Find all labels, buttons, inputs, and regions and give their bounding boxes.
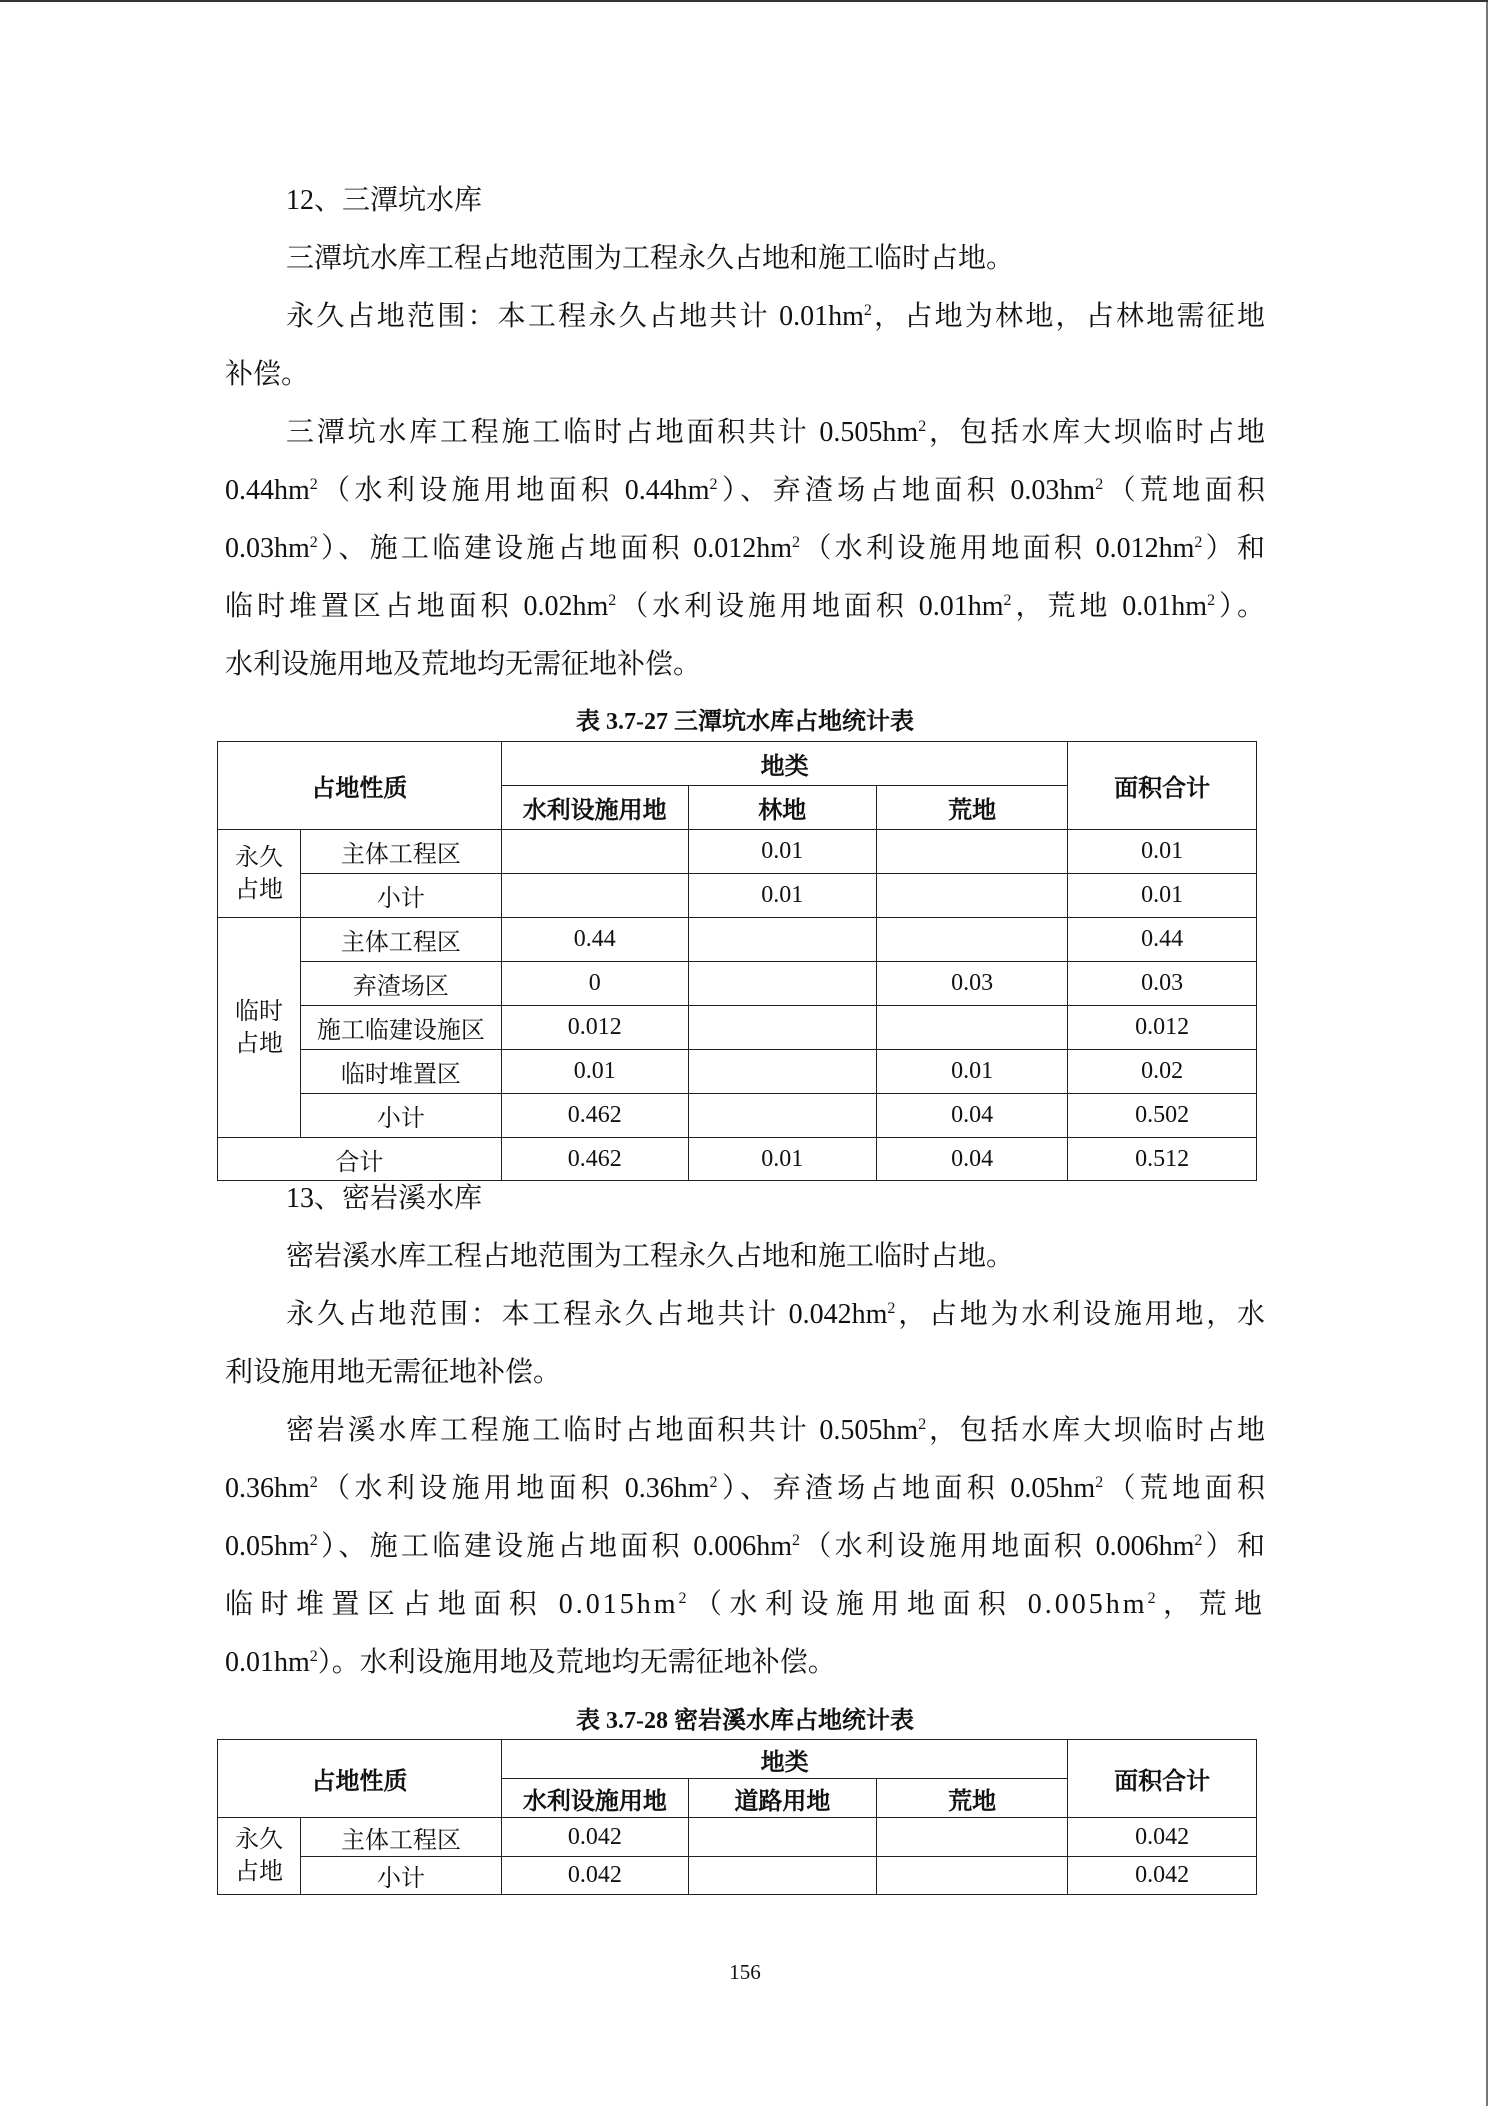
row-name: 临时堆置区 <box>300 1050 501 1094</box>
cell-total: 0.042 <box>1068 1857 1257 1895</box>
cell <box>501 830 688 874</box>
cell: 0.44 <box>501 918 688 962</box>
cell <box>688 1050 876 1094</box>
cell <box>688 1857 876 1895</box>
paragraph-line <box>225 520 1265 578</box>
paragraph <box>225 1228 1265 1286</box>
section-heading-12 <box>225 172 1265 230</box>
cell: 0.042 <box>502 1818 689 1857</box>
cell: 0.01 <box>688 830 876 874</box>
paragraph-line <box>225 1286 1265 1344</box>
cell-total: 0.512 <box>1068 1138 1257 1181</box>
text: 三潭坑水库工程施工临时占地面积共计 0.505hm <box>286 417 919 448</box>
cell <box>877 1857 1068 1895</box>
cell <box>876 918 1067 962</box>
superscript: 2 <box>1194 534 1203 551</box>
text: 永久占地范围：本工程永久占地共计 0.01hm <box>286 301 864 332</box>
land-use-table-miyanxi <box>217 1739 1257 1895</box>
text: （水利设施用地面积 0.006hm <box>800 1531 1195 1562</box>
superscript: 2 <box>309 1474 318 1491</box>
text: ）、施工临建设施占地面积 0.012hm <box>317 533 793 564</box>
text: ，占地为林地，占林地需征地 <box>871 301 1265 332</box>
superscript: 2 <box>887 1300 896 1317</box>
text: 临时堆置区占地面积 0.015hm <box>225 1589 679 1620</box>
superscript: 2 <box>309 1532 318 1549</box>
header-col: 林地 <box>688 786 876 830</box>
text: ）。 <box>1215 591 1265 622</box>
cell-total: 0.01 <box>1068 830 1257 874</box>
cell <box>876 830 1067 874</box>
header-col: 荒地 <box>876 786 1067 830</box>
cell: 0.01 <box>501 1050 688 1094</box>
text: （荒地面积 <box>1103 475 1266 506</box>
superscript: 2 <box>1194 1532 1203 1549</box>
cell: 0.012 <box>501 1006 688 1050</box>
cell <box>688 962 876 1006</box>
text: （水利设施用地面积 0.012hm <box>800 533 1195 564</box>
text: ）、弃渣场占地面积 0.03hm <box>717 475 1096 506</box>
text: 0.01hm <box>225 1647 310 1678</box>
superscript: 2 <box>863 302 872 319</box>
table-row <box>218 1857 1257 1895</box>
row-name: 小计 <box>301 1857 502 1895</box>
paragraph-line <box>225 578 1265 636</box>
superscript: 2 <box>792 534 801 551</box>
table-caption: 表 3.7-27 三潭坑水库占地统计表 <box>576 709 914 735</box>
paragraph-line <box>225 346 1265 404</box>
cell-total: 0.012 <box>1068 1006 1257 1050</box>
text: （水利设施用地面积 0.01hm <box>616 591 1004 622</box>
header-total: 面积合计 <box>1068 742 1257 830</box>
row-name: 合计 <box>218 1138 502 1181</box>
table-row <box>218 1094 1257 1138</box>
table-header-row <box>218 742 1257 786</box>
table-caption: 表 3.7-28 密岩溪水库占地统计表 <box>576 1708 914 1734</box>
text: （水利设施用地面积 0.36hm <box>317 1473 710 1504</box>
paragraph-line <box>225 1634 1265 1692</box>
superscript: 2 <box>709 1474 718 1491</box>
group-label-line: 永久 <box>235 1827 283 1853</box>
group-label <box>218 830 301 918</box>
heading-text: 13、密岩溪水库 <box>286 1183 483 1214</box>
text: ）和 <box>1202 533 1265 564</box>
text: 临时堆置区占地面积 0.02hm <box>225 591 609 622</box>
text: ，荒地 0.01hm <box>1011 591 1208 622</box>
header-col: 道路用地 <box>688 1779 876 1818</box>
superscript: 2 <box>1095 1474 1104 1491</box>
page-number: 156 <box>729 1960 761 1984</box>
row-name: 施工临建设施区 <box>300 1006 501 1050</box>
paragraph <box>225 230 1265 288</box>
superscript: 2 <box>309 476 318 493</box>
text: （水利设施用地面积 0.005hm <box>689 1589 1148 1620</box>
row-name: 主体工程区 <box>300 830 501 874</box>
cell-total: 0.01 <box>1068 874 1257 918</box>
cell: 0.01 <box>688 874 876 918</box>
text: 0.44hm <box>225 475 310 506</box>
superscript: 2 <box>1095 476 1104 493</box>
text: ，荒地 <box>1158 1589 1265 1620</box>
heading-text: 12、三潭坑水库 <box>286 185 483 216</box>
paragraph-line <box>225 1518 1265 1576</box>
table-row <box>218 962 1257 1006</box>
cell <box>877 1818 1068 1857</box>
header-col: 水利设施用地 <box>502 1779 689 1818</box>
group-label <box>218 1818 301 1895</box>
cell-total: 0.02 <box>1068 1050 1257 1094</box>
paragraph-line <box>225 1460 1265 1518</box>
superscript: 2 <box>1003 592 1012 609</box>
header-total: 面积合计 <box>1068 1740 1257 1818</box>
table-row <box>218 1818 1257 1857</box>
paragraph-text: 三潭坑水库工程占地范围为工程永久占地和施工临时占地。 <box>286 243 1015 274</box>
text: ，占地为水利设施用地，水 <box>895 1299 1265 1330</box>
paragraph-line <box>225 404 1265 462</box>
text: 水利设施用地及荒地均无需征地补偿。 <box>225 649 702 680</box>
table-row <box>218 1050 1257 1094</box>
cell <box>501 874 688 918</box>
group-label <box>218 918 301 1138</box>
cell: 0.01 <box>876 1050 1067 1094</box>
header-land-type: 地类 <box>502 1740 1068 1779</box>
cell: 0.03 <box>876 962 1067 1006</box>
header-land-type: 地类 <box>501 742 1067 786</box>
cell <box>688 1818 876 1857</box>
text: （水利设施用地面积 0.44hm <box>317 475 710 506</box>
row-name: 小计 <box>300 874 501 918</box>
text: 利设施用地无需征地补偿。 <box>225 1357 562 1388</box>
superscript: 2 <box>918 1416 927 1433</box>
header-nature: 占地性质 <box>218 1740 502 1818</box>
text: ）。水利设施用地及荒地均无需征地补偿。 <box>317 1647 836 1678</box>
text: ）、施工临建设施占地面积 0.006hm <box>317 1531 793 1562</box>
paragraph-line <box>225 1576 1265 1634</box>
superscript: 2 <box>1207 592 1216 609</box>
text: ，包括水库大坝临时占地 <box>926 417 1265 448</box>
row-name: 弃渣场区 <box>300 962 501 1006</box>
table-header-row <box>218 1740 1257 1779</box>
row-name: 小计 <box>300 1094 501 1138</box>
cell: 0.04 <box>876 1094 1067 1138</box>
cell: 0.01 <box>688 1138 876 1181</box>
text: 0.03hm <box>225 533 310 564</box>
cell <box>688 1094 876 1138</box>
superscript: 2 <box>678 1590 690 1607</box>
superscript: 2 <box>309 534 318 551</box>
table-row <box>218 918 1257 962</box>
paragraph-text: 密岩溪水库工程占地范围为工程永久占地和施工临时占地。 <box>286 1241 1015 1272</box>
group-label-line: 占地 <box>234 1030 283 1057</box>
cell: 0.042 <box>502 1857 689 1895</box>
group-label-line: 占地 <box>235 1859 283 1885</box>
row-name: 主体工程区 <box>300 918 501 962</box>
paragraph-line <box>225 636 1265 694</box>
header-nature: 占地性质 <box>218 742 502 830</box>
paragraph-line <box>225 1344 1265 1402</box>
table-row <box>218 874 1257 918</box>
cell <box>688 1006 876 1050</box>
text: ）和 <box>1202 1531 1265 1562</box>
table-row <box>218 830 1257 874</box>
text: （荒地面积 <box>1103 1473 1266 1504</box>
group-label-line: 永久 <box>234 844 283 871</box>
cell <box>876 874 1067 918</box>
text: ，包括水库大坝临时占地 <box>926 1415 1265 1446</box>
cell: 0 <box>501 962 688 1006</box>
header-col: 荒地 <box>877 1779 1068 1818</box>
cell <box>876 1006 1067 1050</box>
paragraph-line <box>225 462 1265 520</box>
text: 0.36hm <box>225 1473 310 1504</box>
row-name: 主体工程区 <box>301 1818 502 1857</box>
superscript: 2 <box>918 418 927 435</box>
header-col: 水利设施用地 <box>501 786 688 830</box>
text: 永久占地范围：本工程永久占地共计 0.042hm <box>286 1299 888 1330</box>
cell-total: 0.03 <box>1068 962 1257 1006</box>
superscript: 2 <box>608 592 617 609</box>
cell: 0.04 <box>876 1138 1067 1181</box>
cell-total: 0.042 <box>1068 1818 1257 1857</box>
group-label-line: 临时 <box>234 998 283 1025</box>
superscript: 2 <box>1147 1590 1159 1607</box>
text: ）、弃渣场占地面积 0.05hm <box>717 1473 1096 1504</box>
text: 补偿。 <box>225 359 310 390</box>
text: 0.05hm <box>225 1531 310 1562</box>
text: 密岩溪水库工程施工临时占地面积共计 0.505hm <box>286 1415 919 1446</box>
section-heading-13 <box>225 1170 1265 1228</box>
paragraph-line <box>225 1402 1265 1460</box>
paragraph-line <box>225 288 1265 346</box>
cell-total: 0.502 <box>1068 1094 1257 1138</box>
group-label-line: 占地 <box>234 876 283 903</box>
cell-total: 0.44 <box>1068 918 1257 962</box>
superscript: 2 <box>709 476 718 493</box>
cell: 0.462 <box>501 1094 688 1138</box>
cell <box>688 918 876 962</box>
land-use-table-santankeng <box>217 741 1257 1181</box>
superscript: 2 <box>792 1532 801 1549</box>
table-row <box>218 1006 1257 1050</box>
superscript: 2 <box>309 1648 318 1665</box>
cell: 0.462 <box>501 1138 688 1181</box>
